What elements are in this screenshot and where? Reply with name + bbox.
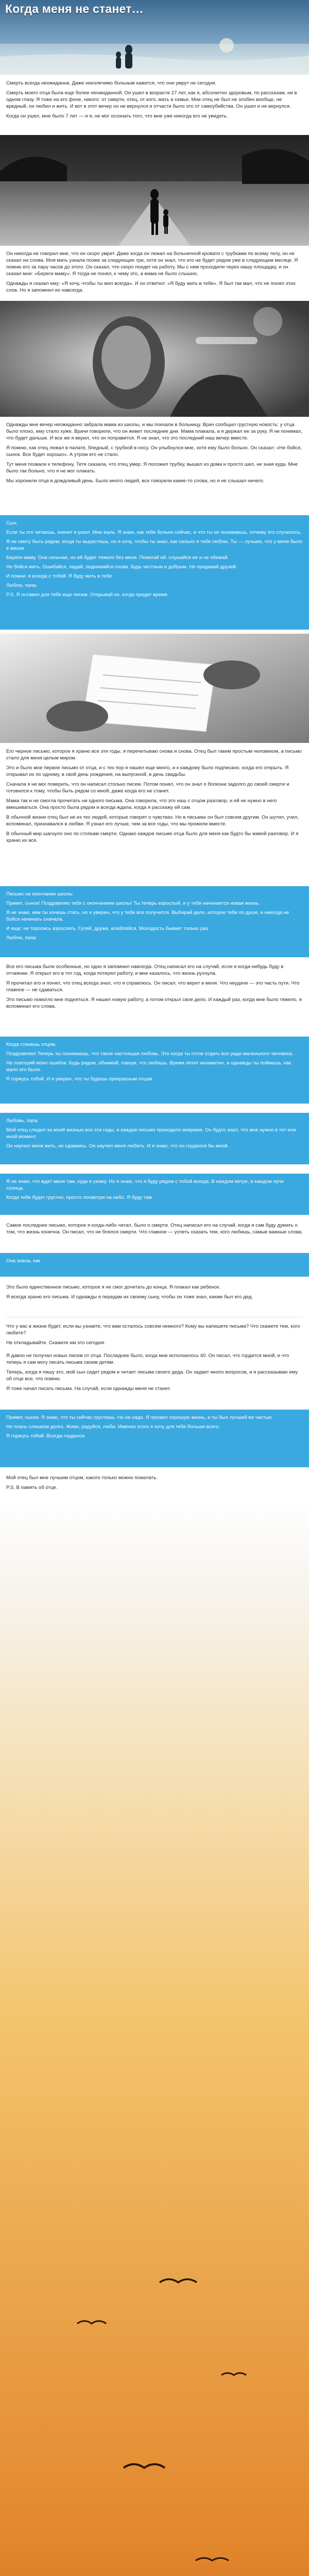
story-paragraph: Я тоже начал писать письма. На случай, если однажды меня не станет. (6, 1386, 171, 1392)
letter-line: Поздравляю! Теперь ты понимаешь, что такое настоящая любовь. Это когда ты готов отдать все ради маленького человека. (6, 1051, 294, 1057)
story-paragraph: В обычный мир шагнуло оно по стопкам смерти. Однако каждое письмо отца было для меня как будто бы живой разговор. И я храню их все. (6, 831, 299, 843)
story-paragraph: Я давно не получал новых писем от отца. Последнее было, когда мне исполнилось 40. Он писал, что гордится мной, и что теперь я сам могу писать письма своим детям. (6, 1353, 289, 1365)
letter-line: Не плачь слишком долго. Живи, радуйся, люби. Именно этого я хочу для тебя больше всего. (6, 1424, 220, 1430)
letter-title: Когда станешь отцом, (6, 1042, 57, 1047)
letter-title: Она знала, как (6, 1258, 40, 1264)
hero-banner (0, 0, 309, 75)
letter-line: И помни: я всегда с тобой. Я буду жить в тебе. (6, 573, 113, 579)
story-paragraph: Сначала я не мог поверить, что он написал столько писем. Потом понял, что он знал о болезни задолго до своей смерти и готовился к тому, чтобы быть рядом со мной, даже когда его не станет. (6, 782, 289, 794)
photo-father-child (0, 135, 309, 246)
letter-line: Люблю, папа. (6, 583, 38, 588)
letter-block-7 (0, 1410, 309, 1467)
question-section (0, 1323, 309, 1346)
letter-line: Мой отец следил за моей жизнью все эти годы, и каждое письмо приходило вовремя. Он будто знал, что мне нужно в тот или иной момент. (6, 1127, 296, 1140)
letter-block-2 (0, 886, 309, 957)
letter-line: Я не смогу быть рядом, когда ты вырастешь, но я хочу, чтобы ты знал, как сильно я тебя люблю. Ты — лучшее, что у меня было в жизни. (6, 539, 303, 551)
letter-line: Если ты это читаешь, значит я ушел. Мне жаль. Я знаю, как тебе больно сейчас, и что ты не понимаешь, почему это случилось. (6, 530, 302, 535)
story-section-1 (0, 250, 309, 294)
question-paragraph: Не откладывайте. Скажите им это сегодня. (6, 1340, 106, 1346)
letter-line: И еще: не торопись взрослеть. Гуляй, дружи, влюбляйся. Молодость бывает только раз. (6, 926, 210, 931)
letter-line: Не повторяй моих ошибок. Будь рядом, обнимай, говори, что любишь. Время летит незаметно, и однажды ты поймешь, как мало его было. (6, 1060, 291, 1073)
letter-line: Я горжусь тобой. И я уверен, что ты будешь прекрасным отцом. (6, 1076, 153, 1082)
letter-line: Привет, сынок! Поздравляю тебя с окончанием школы! Ты теперь взрослый, и у тебя начинается новая жизнь. (6, 901, 260, 906)
story-paragraph: Это было единственное письмо, которое я не смог дочитать до конца. Я плакал как ребенок. (6, 1284, 220, 1290)
letter-line: P.S. Я оставил для тебя еще писем. Открывай их, когда придет время. (6, 592, 169, 598)
story-paragraph: Я прочитал его и понял, что отец всегда знал, что я справлюсь. Он писал, что верит в меня. Что неудачи — это часть пути. Что главное — не сдаваться. (6, 980, 300, 993)
intro-section (0, 80, 309, 120)
letter-line: Не бойся жить. Ошибайся, падай, поднимайся снова. Будь честным и добрым. Не предавай друзей. (6, 564, 237, 570)
story-paragraph: Он никогда не говорил мне, что он скоро умрет. Даже когда он лежал на больничной кровати с трубками по всему телу, он не сказал ни слова. Моя мать узнала позже за следующие три, хотя он знал, что его не будет рядом уже в следующем месяце. Я помню его за пару часов до этого. Он сказал, что скоро поедет на работу. Мы с ним проходили через нашу площадку, и он сказал мне: «Береги маму». Я тогда не понял, к чему это, а мама не было слышно. (6, 251, 298, 277)
final-paragraph: P.S. В память об отце. (6, 1485, 58, 1490)
story-section-5 (0, 1222, 309, 1235)
story-paragraph: Его черное письмо, которое я храню все эти годы, я перечитываю снова и снова. Отец был таким простым человеком, а письмо стало для меня целым миром. (6, 749, 302, 761)
story-paragraph: Однажды мне вечер неожиданно забрала мама из школы, и мы поехали в больницу. Врач сообщил грустную новость: у отца было плохо, ему стало хуже. Врачи говорили, что он живет последние дни. Мама плакала, а я держал ее за руку. Я не понимал, что будет дальше. И все же я верил, что он поправится. Я не знал, что это последний наш вечер вместе. (6, 422, 302, 441)
letter-line: Я не знаю, кем ты хочешь стать, но я уверен, что у тебя все получится. Выбирай дело, которое тебе по душе, и никогда не бойся начинать сначала. (6, 910, 289, 922)
letter-title: Письмо на окончание школы (6, 891, 73, 897)
intro-paragraph: Смерть всегда неожиданна. Даже неизлечимо больным кажется, что они умрут не сегодня. (6, 80, 217, 86)
story-paragraph: Я всегда храню его письма. И однажды я передам их своему сыну, чтобы он тоже знал, каким был его дед. (6, 1294, 253, 1300)
story-section-4 (0, 963, 309, 1010)
letter-line: Привет, сынок. Я знаю, что ты сейчас грустишь. Но не надо. Я прожил хорошую жизнь, и ты был лучшей ее частью. (6, 1415, 273, 1420)
page-title: Когда меня не станет… (5, 2, 144, 15)
photo-portrait (0, 301, 309, 417)
letter-line: Я не знаю, что ждет меня там, куда я ухожу. Но я знаю, что я буду рядом с тобой всегда. В каждом ветре, в каждом луче солнца. (6, 1179, 284, 1191)
letter-line: Он научил меня жить, не сдаваясь. Он научил меня любить. И я знаю, что он гордился бы мной. (6, 1143, 229, 1149)
story-paragraph: В обычной жизни отец был не из тех людей, которые говорят о чувствах. Но в письмах он был совсем другим. Он шутил, учил, вспоминал, признавался в любви. Я узнал его лучше, чем за все годы, что мы прожили вместе. (6, 815, 299, 827)
final-paragraph: Мой отец был мне лучшим отцом, какого только можно пожелать. (6, 1475, 158, 1481)
letter-line: Береги маму. Она сильная, но ей будет тяжело без меня. Помогай ей, слушайся ее и не обижай. (6, 555, 229, 561)
story-paragraph: Мама так и не смогла прочитать ни одного письма. Она говорила, что это наш с отцом разговор, и ей не нужно в него вмешиваться. Она просто была рядом и всегда ждала, когда я расскажу ей сам. (6, 798, 277, 810)
story-paragraph: Я помню, как отец лежал в палате, бледный, с трубкой в носу. Он улыбнулся мне, хотя ему было больно. Он сказал: «Не бойся, сынок. Все будет хорошо». А утром его не стало. (6, 445, 302, 457)
letter-block-4 (0, 1113, 309, 1164)
story-paragraph: Тут меня позвали к телефону. Тетя сказала, что отец умер. Я положил трубку, вышел из дома и просто шел, не зная куда. Мне было так больно, что я не мог плакать. (6, 462, 298, 474)
story-section-6 (0, 1284, 309, 1300)
story-paragraph: Теперь, когда я пишу это, мой сын сидит рядом и читает письма своего деда. Он задает много вопросов, и я рассказываю ему об отце все, что помню. (6, 1369, 298, 1382)
intro-paragraph: Смерть моего отца была еще более неожиданной. Он ушел в возрасте 27 лет, как я, абсолютно здоровым, по рассказам, ни в одном глазу. Я тоже на его фоне, никого: от смерти, отец, от кого, мать в семье. Мне отец не был не злобен вообще, не вредный, он любил и жить. И вот в этот вечер он не вернулся и отчасти было это от самоубийства. Он ушел и не вернулся. (6, 90, 297, 109)
story-paragraph: Это и было мое первое письмо от отца, и с тех пор я нашел еще много, и к каждому было подписано, когда его открыть. Я открывал их по одному, в свой день рождения, на выпускной, в день свадьбы. (6, 765, 289, 777)
final-section (0, 1475, 309, 1491)
photo-sunset-birds (0, 1499, 309, 2576)
story-paragraph: Все его письма были особенные, но одно я запомнил навсегда. Отец написал его на случай, если я когда-нибудь буду в отчаянии. Я открыл его в тот год, когда потерял работу, и мне казалось, что жизнь рухнула. (6, 964, 284, 976)
story-paragraph: Однажды я сказал ему: «Я хочу, чтобы ты жил всегда». И он ответил: «Я буду жить в тебе». Я был так мал, что не понял этих слов. Но я запомнил их навсегда. (6, 281, 296, 293)
letter-line: Я горжусь тобой. Всегда гордился. (6, 1433, 86, 1439)
letter-line: Когда тебе будет грустно, просто посмотри на небо. Я буду там. (6, 1195, 153, 1200)
photo-hands-letter (0, 634, 309, 743)
question-paragraph: Что у вас в жизни будет, если вы узнаете, что вам осталось совсем немного? Кому вы напишете письма? Что скажете тем, кого любите? (6, 1324, 300, 1336)
intro-paragraph: Когда он ушел, мне было 7 лет — и я, не мог осознать того, что мне уже никогда его не увидеть. (6, 113, 228, 119)
story-section-3 (0, 748, 309, 844)
letter-sign: Люблю, папа (6, 935, 36, 941)
story-section-2 (0, 421, 309, 484)
story-paragraph: Самое последнее письмо, которое я когда-либо читал, было о смерти. Отец написал его на случай, когда я сам буду думать о том, что жизнь конечна. Он писал, что не боялся смерти. Что главное — успеть сказать тем, кого любишь, самые важные слова. (6, 1223, 303, 1235)
letter-block-5 (0, 1174, 309, 1215)
letter-greeting: Сын, (6, 520, 18, 526)
story-section-7 (0, 1352, 309, 1392)
letter-block-6 (0, 1253, 309, 1277)
letter-block-1 (0, 515, 309, 630)
story-paragraph: Мы хоронили отца в дождливый день. Было много людей, все говорили какие-то слова, но я не слышал ничего. (6, 478, 265, 484)
story-paragraph: Это письмо помогло мне подняться. Я нашел новую работу, а потом открыл свое дело. И каждый раз, когда мне было тяжело, я вспоминал его слова. (6, 997, 302, 1009)
letter-block-3 (0, 1037, 309, 1104)
letter-title: Любовь, папа (6, 1118, 38, 1124)
